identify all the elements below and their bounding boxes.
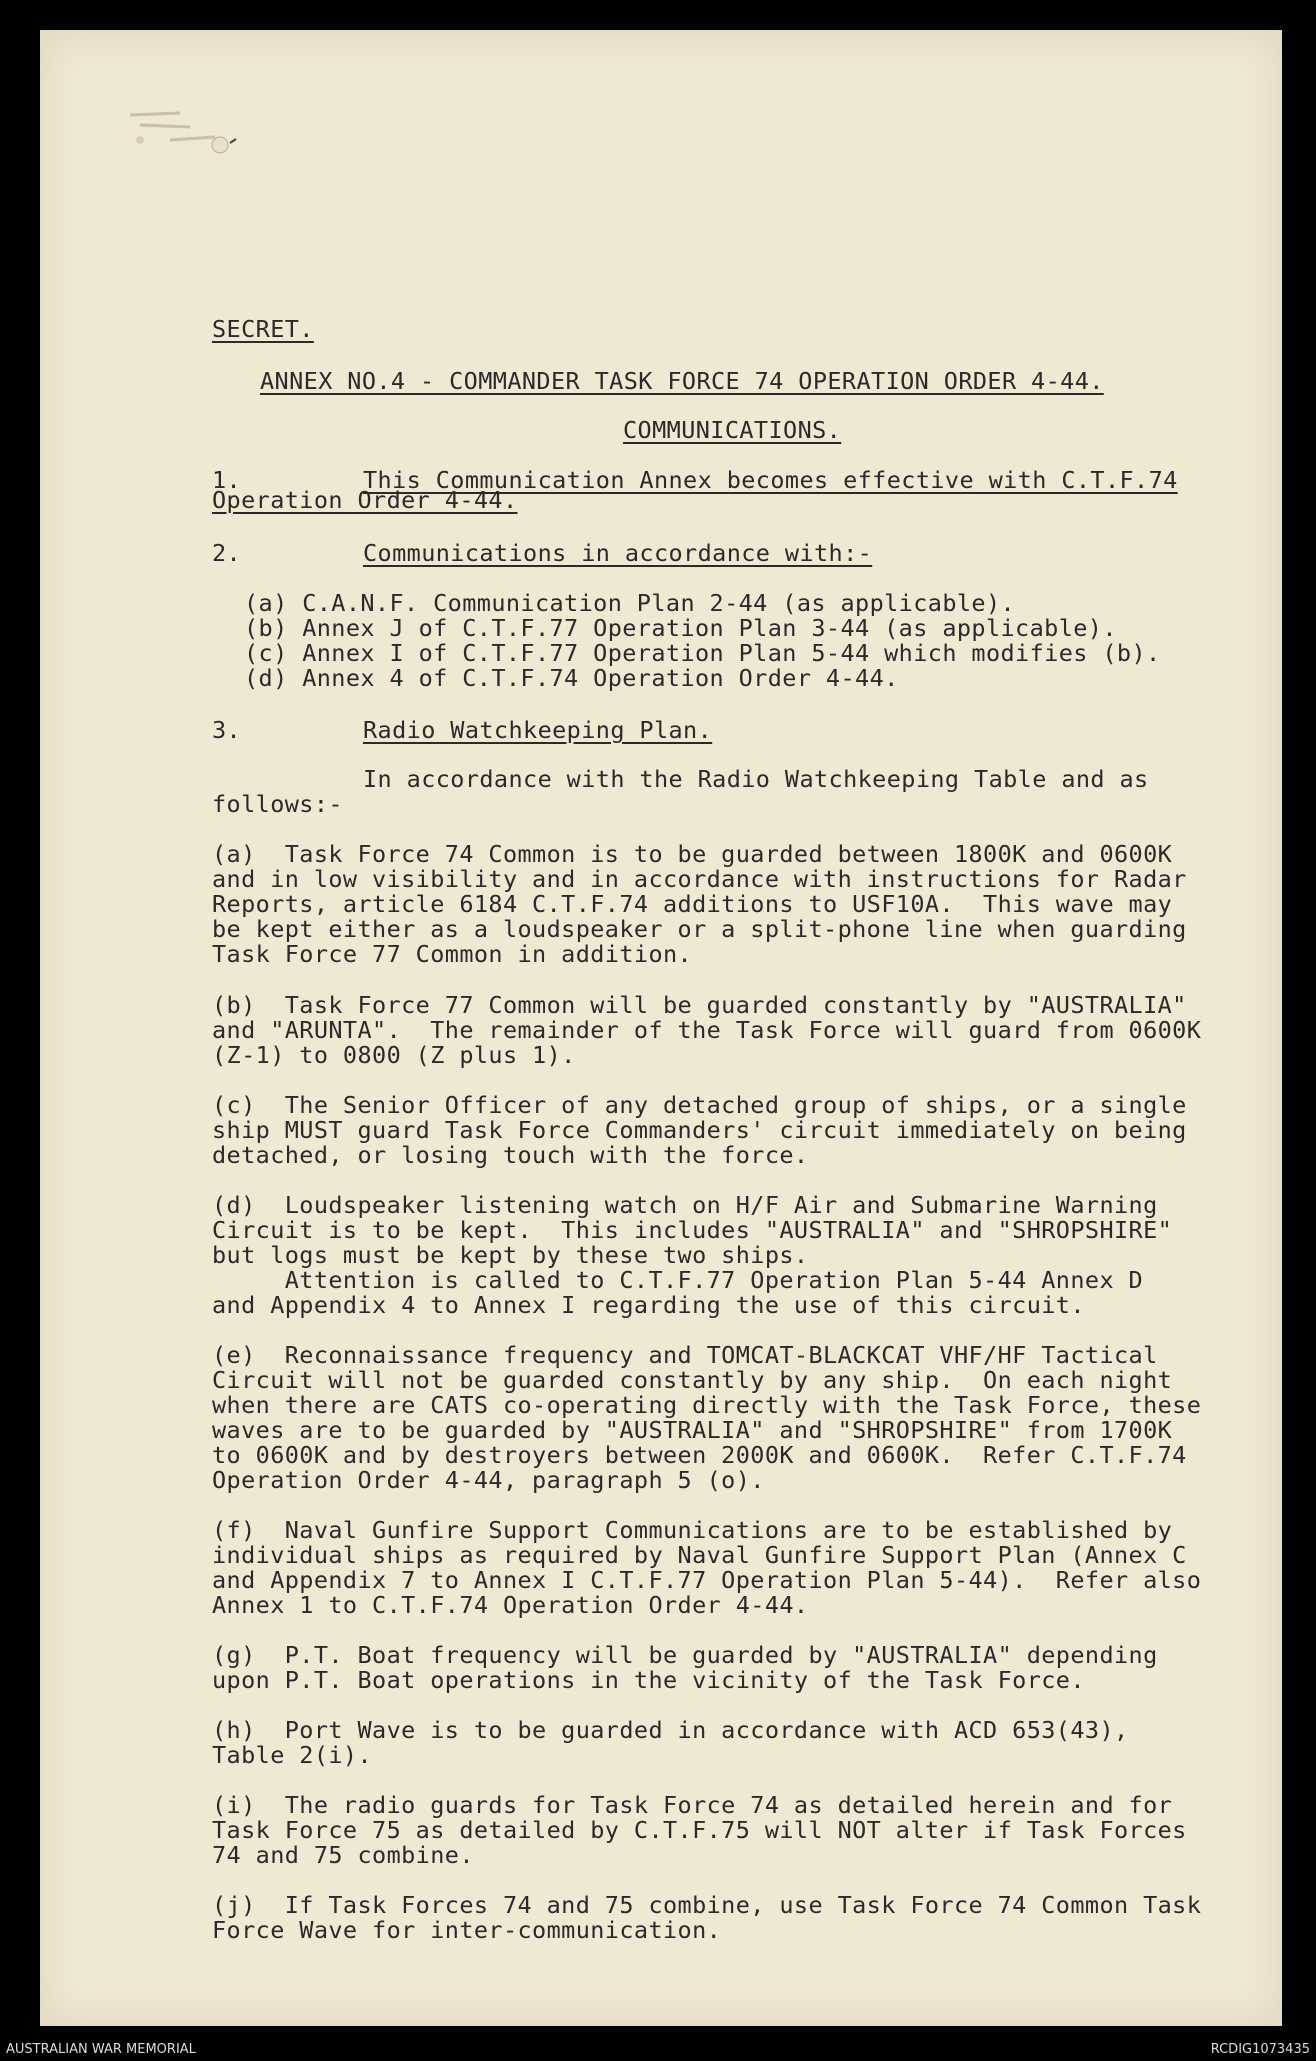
subpara-d-line: (d) Loudspeaker listening watch on H/F Air and Submarine Warning xyxy=(212,1191,1158,1219)
para1-line1: This Communication Annex becomes effective with C.T.F.74 xyxy=(363,466,1178,494)
section-title: COMMUNICATIONS. xyxy=(623,416,842,444)
subpara-j-line: Force Wave for inter-communication. xyxy=(212,1916,722,1944)
subpara-d-line: Circuit is to be kept. This includes "AUSTRALIA" and "SHROPSHIRE" xyxy=(212,1216,1173,1244)
subpara-a-line: Task Force 77 Common in addition. xyxy=(212,940,693,968)
para3-number: 3. xyxy=(212,716,242,744)
subpara-f-line: (f) Naval Gunfire Support Communications are to be established by xyxy=(212,1516,1173,1544)
para2-item: (a) C.A.N.F. Communication Plan 2-44 (as applicable). xyxy=(244,589,1016,617)
subpara-i-line: 74 and 75 combine. xyxy=(212,1841,474,1869)
subpara-d-line: but logs must be kept by these two ships. xyxy=(212,1241,809,1269)
para3-intro-line: In accordance with the Radio Watchkeeping Table and as xyxy=(363,765,1149,793)
subpara-f-line: individual ships as required by Naval Gunfire Support Plan (Annex C xyxy=(212,1541,1187,1569)
subpara-b-line: (Z-1) to 0800 (Z plus 1). xyxy=(212,1041,576,1069)
para2-number: 2. xyxy=(212,539,242,567)
subpara-i-line: Task Force 75 as detailed by C.T.F.75 will NOT alter if Task Forces xyxy=(212,1816,1187,1844)
para1-number: 1. xyxy=(212,466,242,494)
footer-record-id: RCDIG1073435 xyxy=(1210,2042,1310,2057)
para2-item: (d) Annex 4 of C.T.F.74 Operation Order 4-44. xyxy=(244,664,899,692)
subpara-g-line: upon P.T. Boat operations in the vicinity of the Task Force. xyxy=(212,1666,1085,1694)
para3-heading: Radio Watchkeeping Plan. xyxy=(363,716,713,744)
subpara-a-line: Reports, article 6184 C.T.F.74 additions to USF10A. This wave may xyxy=(212,890,1173,918)
subpara-e-line: Operation Order 4-44, paragraph 5 (o). xyxy=(212,1466,765,1494)
subpara-d-line: Attention is called to C.T.F.77 Operation Plan 5-44 Annex D xyxy=(212,1266,1144,1294)
subpara-c-line: (c) The Senior Officer of any detached group of ships, or a single xyxy=(212,1091,1187,1119)
classification-heading: SECRET. xyxy=(212,315,314,343)
annex-title: ANNEX NO.4 - COMMANDER TASK FORCE 74 OPERATION ORDER 4-44. xyxy=(260,367,1104,395)
staple-holes-mark xyxy=(120,85,260,165)
subpara-a-line: (a) Task Force 74 Common is to be guarded between 1800K and 0600K xyxy=(212,840,1173,868)
para2-heading: Communications in accordance with:- xyxy=(363,539,873,567)
subpara-h-line: Table 2(i). xyxy=(212,1741,373,1769)
subpara-c-line: detached, or losing touch with the force. xyxy=(212,1141,809,1169)
subpara-f-line: and Appendix 7 to Annex I C.T.F.77 Operation Plan 5-44). Refer also xyxy=(212,1566,1202,1594)
footer-institution: AUSTRALIAN WAR MEMORIAL xyxy=(6,2042,196,2057)
subpara-j-line: (j) If Task Forces 74 and 75 combine, use Task Force 74 Common Task xyxy=(212,1891,1202,1919)
para2-item: (c) Annex I of C.T.F.77 Operation Plan 5-44 which modifies (b). xyxy=(244,639,1161,667)
subpara-c-line: ship MUST guard Task Force Commanders' circuit immediately on being xyxy=(212,1116,1187,1144)
para1-line2: Operation Order 4-44. xyxy=(212,486,518,514)
subpara-f-line: Annex 1 to C.T.F.74 Operation Order 4-44. xyxy=(212,1591,809,1619)
subpara-a-line: be kept either as a loudspeaker or a split-phone line when guarding xyxy=(212,915,1187,943)
subpara-e-line: when there are CATS co-operating directly with the Task Force, these xyxy=(212,1391,1202,1419)
subpara-b-line: (b) Task Force 77 Common will be guarded constantly by "AUSTRALIA" xyxy=(212,991,1187,1019)
subpara-e-line: waves are to be guarded by "AUSTRALIA" and "SHROPSHIRE" from 1700K xyxy=(212,1416,1173,1444)
subpara-b-line: and "ARUNTA". The remainder of the Task Force will guard from 0600K xyxy=(212,1016,1202,1044)
subpara-e-line: Circuit will not be guarded constantly by any ship. On each night xyxy=(212,1366,1173,1394)
subpara-e-line: (e) Reconnaissance frequency and TOMCAT-BLACKCAT VHF/HF Tactical xyxy=(212,1341,1158,1369)
subpara-e-line: to 0600K and by destroyers between 2000K and 0600K. Refer C.T.F.74 xyxy=(212,1441,1187,1469)
subpara-g-line: (g) P.T. Boat frequency will be guarded by "AUSTRALIA" depending xyxy=(212,1641,1158,1669)
para3-intro-line: follows:- xyxy=(212,790,343,818)
para2-item: (b) Annex J of C.T.F.77 Operation Plan 3-44 (as applicable). xyxy=(244,614,1117,642)
subpara-i-line: (i) The radio guards for Task Force 74 as detailed herein and for xyxy=(212,1791,1173,1819)
document-page xyxy=(40,30,1282,2026)
subpara-d-line: and Appendix 4 to Annex I regarding the use of this circuit. xyxy=(212,1291,1085,1319)
subpara-h-line: (h) Port Wave is to be guarded in accordance with ACD 653(43), xyxy=(212,1716,1129,1744)
subpara-a-line: and in low visibility and in accordance with instructions for Radar xyxy=(212,865,1187,893)
